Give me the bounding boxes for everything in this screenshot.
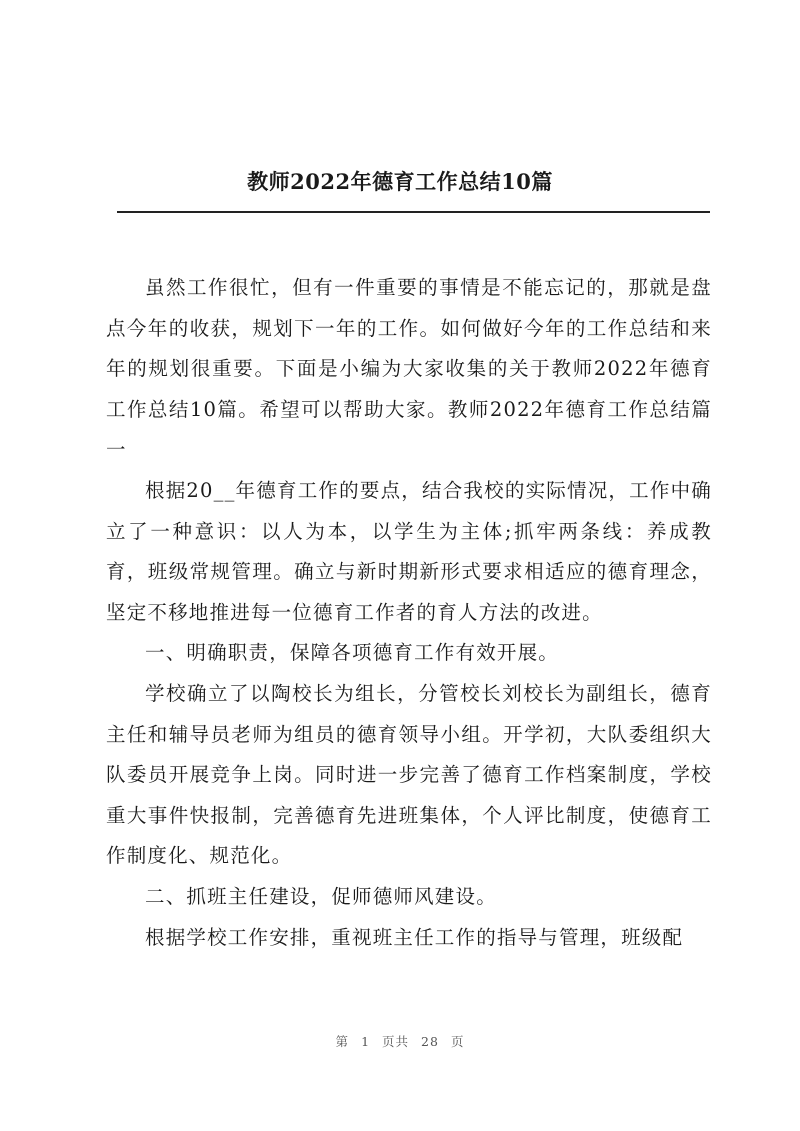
page-footer <box>0 1032 800 1050</box>
paragraph: 根据学校工作安排，重视班主任工作的指导与管理，班级配 <box>145 925 684 949</box>
section-heading: 一、明确职责，保障各项德育工作有效开展。 <box>145 641 560 665</box>
document-body <box>106 268 712 958</box>
paragraph: 虽然工作很忙，但有一件重要的事情是不能忘记的，那就是盘点今年的收获，规划下一年的工作。如何做好今年的工作总结和来年的规划很重要。下面是小编为大家收集的关于教师2022年德育工作总结10篇。希望可以帮助大家。教师2022年德育工作总结篇一 <box>106 276 712 462</box>
section-heading: 二、抓班主任建设，促师德师风建设。 <box>145 884 497 908</box>
footer-pages-label: 页 <box>450 1034 465 1049</box>
title-divider <box>117 211 710 213</box>
footer-of-label: 页共 <box>382 1034 410 1049</box>
footer-total-pages: 28 <box>421 1034 439 1049</box>
page-title: 教师2022年德育工作总结10篇 <box>247 169 553 194</box>
paragraph: 学校确立了以陶校长为组长，分管校长刘校长为副组长，德育主任和辅导员老师为组员的德育领导小组。开学初，大队委组织大队委员开展竞争上岗。同时进一步完善了德育工作档案制度，学校重大事件快报制，完善德育先进班集体，个人评比制度，使德育工作制度化、规范化。 <box>106 681 712 868</box>
footer-current-page: 1 <box>361 1034 371 1049</box>
paragraph: 根据20__年德育工作的要点，结合我校的实际情况，工作中确立了一种意识：以人为本，以学生为主体;抓牢两条线：养成教育，班级常规管理。确立与新时期新形式要求相适应的德育理念，坚定不移地推进每一位德育工作者的育人方法的改进。 <box>106 478 712 624</box>
footer-page-label: 第 <box>335 1034 350 1049</box>
